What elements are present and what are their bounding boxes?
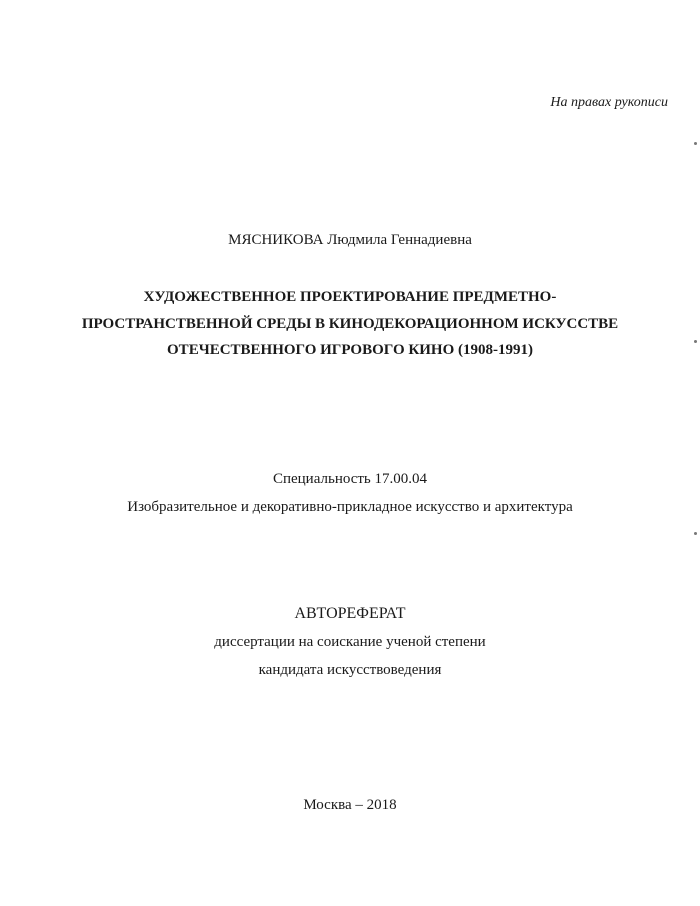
author-name bbox=[0, 232, 700, 249]
specialty-code: Специальность 17.00.04 bbox=[272, 471, 428, 487]
dissertation-title bbox=[0, 284, 700, 364]
abstract-heading: АВТОРЕФЕРАТ bbox=[294, 605, 406, 622]
abstract-line-degree: диссертации на соискание ученой степени bbox=[214, 634, 486, 650]
title-line: ОТЕЧЕСТВЕННОГО ИГРОВОГО КИНО (1908-1991) bbox=[167, 342, 533, 358]
rights-note: На правах рукописи bbox=[550, 95, 668, 110]
city-year: Москва – 2018 bbox=[303, 797, 397, 813]
scan-edge-mark bbox=[694, 532, 697, 535]
specialty-block bbox=[0, 465, 700, 521]
scan-edge-mark bbox=[694, 340, 697, 343]
title-line: ХУДОЖЕСТВЕННОЕ ПРОЕКТИРОВАНИЕ ПРЕДМЕТНО- bbox=[143, 289, 557, 305]
author-surname: МЯСНИКОВА bbox=[228, 232, 324, 248]
specialty-name: Изобразительное и декоративно-прикладное искусство и архитектура bbox=[127, 499, 573, 515]
abstract-block bbox=[0, 600, 700, 684]
scan-edge-mark bbox=[694, 142, 697, 145]
title-line: ПРОСТРАНСТВЕННОЙ СРЕДЫ В КИНОДЕКОРАЦИОННОМ ИСКУССТВЕ bbox=[81, 315, 619, 332]
author-given-names: Людмила Геннадиевна bbox=[327, 232, 472, 248]
abstract-line-field: кандидата искусствоведения bbox=[258, 662, 442, 678]
